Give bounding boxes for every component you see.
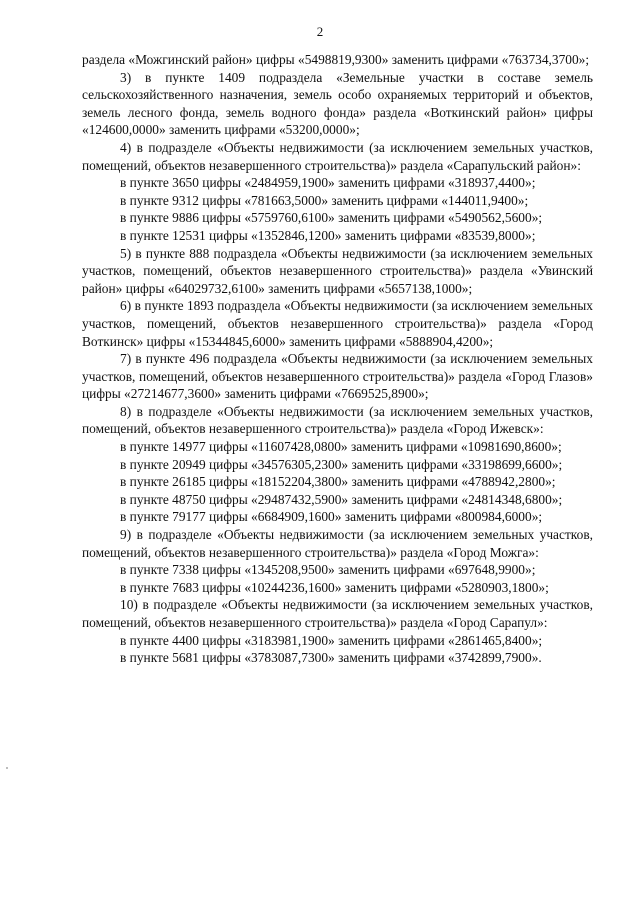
amendment-item: в пункте 9312 цифры «781663,5000» заменить цифрами «144011,9400»; (120, 192, 529, 208)
amendment-paragraph: 10) в подразделе «Объекты недвижимости (за исключением земельных участков, помещений, объектов незавершенного строительства)» раздела «Город Сарапул»: (82, 597, 593, 630)
amendment-paragraph: 7) в пункте 496 подраздела «Объекты недвижимости (за исключением земельных участков, помещений, объектов незавершенного строительства)» раздела «Город Глазов» цифры «27214677,3600» заменить цифрами «7669525,8900»; (82, 351, 593, 402)
amendment-item: в пункте 48750 цифры «29487432,5900» заменить цифрами «24814348,6800»; (120, 491, 563, 507)
amendment-item: в пункте 14977 цифры «11607428,0800» заменить цифрами «10981690,8600»; (120, 439, 562, 455)
amendment-item: в пункте 3650 цифры «2484959,1900» заменить цифрами «318937,4400»; (120, 175, 536, 191)
document-body (82, 51, 593, 667)
amendment-item: в пункте 26185 цифры «18152204,3800» заменить цифрами «4788942,2800»; (120, 474, 556, 490)
amendment-item: в пункте 5681 цифры «3783087,7300» заменить цифрами «3742899,7900». (120, 650, 542, 666)
amendment-paragraph: раздела «Можгинский район» цифры «5498819,9300» заменить цифрами «763734,3700»; (82, 52, 590, 67)
page-number: 2 (316, 24, 324, 39)
amendment-item: в пункте 4400 цифры «3183981,1900» заменить цифрами «2861465,8400»; (120, 632, 543, 648)
margin-speck (6, 767, 8, 769)
amendment-paragraph: 6) в пункте 1893 подраздела «Объекты недвижимости (за исключением земельных участков, помещений, объектов незавершенного строительства)» раздела «Город Воткинск» цифры «15344845,6000» заменить цифрами «5888904,4200»; (82, 298, 593, 349)
amendment-item: в пункте 7338 цифры «1345208,9500» заменить цифрами «697648,9900»; (120, 562, 536, 578)
amendment-item: в пункте 9886 цифры «5759760,6100» заменить цифрами «5490562,5600»; (120, 210, 543, 226)
amendment-paragraph: 4) в подразделе «Объекты недвижимости (за исключением земельных участков, помещений, объектов незавершенного строительства)» раздела «Сарапульский район»: (82, 139, 593, 173)
amendment-paragraph: 8) в подразделе «Объекты недвижимости (за исключением земельных участков, помещений, объектов незавершенного строительства)» раздела «Город Ижевск»: (82, 403, 593, 437)
amendment-paragraph: 5) в пункте 888 подраздела «Объекты недвижимости (за исключением земельных участков, помещений, объектов незавершенного строительства)» раздела «Увинский район» цифры «64029732,6100» заменить цифрами «5657138,1000»; (82, 245, 593, 296)
amendment-paragraph: 3) в пункте 1409 подраздела «Земельные участки в составе земель сельскохозяйственного назначения, земель особо охраняемых территорий и объектов, земель лесного фонда, земель водного фонда» раздела «Воткинский район» цифры «124600,0000» заменить цифрами «53200,0000»; (82, 69, 593, 138)
amendment-paragraph: 9) в подразделе «Объекты недвижимости (за исключением земельных участков, помещений, объектов незавершенного строительства)» раздела «Город Можга»: (82, 527, 593, 560)
amendment-item: в пункте 7683 цифры «10244236,1600» заменить цифрами «5280903,1800»; (120, 579, 549, 595)
amendment-item: в пункте 12531 цифры «1352846,1200» заменить цифрами «83539,8000»; (120, 227, 536, 243)
amendment-item: в пункте 79177 цифры «6684909,1600» заменить цифрами «800984,6000»; (120, 509, 543, 525)
amendment-item: в пункте 20949 цифры «34576305,2300» заменить цифрами «33198699,6600»; (120, 456, 563, 472)
